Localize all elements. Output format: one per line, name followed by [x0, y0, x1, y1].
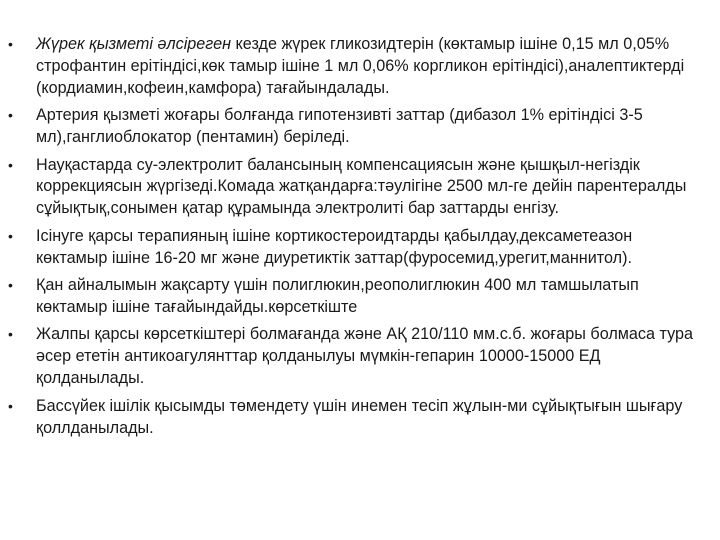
bullet-text: Ісінуге қарсы терапияның ішіне кортикостероидтарды қабылдау,дексаметеазон көктамыр ішіне 16-20 мг және диуретиктік заттар(фуросемид,урегит,маннитол).: [36, 226, 633, 267]
list-item: [6, 396, 694, 440]
bullet-text: Науқастарда су-электролит балансының компенсациясын және қышқыл-негіздік коррекциясын жүргізеді.Комада жатқандарға:тәулігіне 2500 мл-ге дейін парентералды сұйықтық,сонымен қатар құрамында электролиті бар заттарды енгізу.: [36, 155, 687, 218]
list-item: [6, 105, 694, 149]
bullet-list: [6, 34, 694, 439]
bullet-icon: •: [8, 156, 13, 173]
bullet-icon: •: [8, 107, 13, 124]
bullet-icon: •: [8, 326, 13, 343]
bullet-text: Қан айналымын жақсарту үшін полиглюкин,реополиглюкин 400 мл тамшылатып көктамыр ішіне тағайындайды.көрсеткіште: [36, 276, 639, 316]
bullet-icon: •: [8, 36, 13, 52]
bullet-text: Бассүйек ішілік қысымды төмендету үшін инемен тесіп жұлын-ми сұйықтығын шығару қоллданылады.: [36, 396, 683, 437]
bullet-icon: •: [8, 277, 13, 294]
bullet-icon: •: [8, 397, 13, 414]
bullet-text: Артерия қызметі жоғары болғанда гипотензивті заттар (дибазол 1% ерітіндісі 3-5 мл),ганглиоблокатор (пентамин) беріледі.: [36, 106, 643, 147]
list-item: [6, 34, 694, 100]
list-item: [6, 324, 694, 390]
bullet-text: Жалпы қарсы көрсеткіштері болмағанда және АҚ 210/110 мм.с.б. жоғары болмаса тура әсер ететін антикоагулянттар қолданылуы мүмкін-гепарин 10000-15000 ЕД қолданылады.: [36, 325, 694, 388]
bullet-text: [36, 34, 694, 100]
bullet-icon: •: [8, 227, 13, 244]
list-item: [6, 155, 694, 221]
list-item: [6, 275, 694, 319]
emphasis-text: Жүрек қызметі әлсіреген: [36, 35, 232, 53]
list-item: [6, 226, 694, 270]
body-text: кезде жүрек гликозидтерін (көктамыр ішіне 0,15 мл 0,05% строфантин ерітіндісі,көк тамыр ішіне 1 мл 0,06% коргликон ерітіндісі),аналептиктерді (кордиамин,кофеин,камфора) тағайындалады.: [36, 35, 685, 97]
